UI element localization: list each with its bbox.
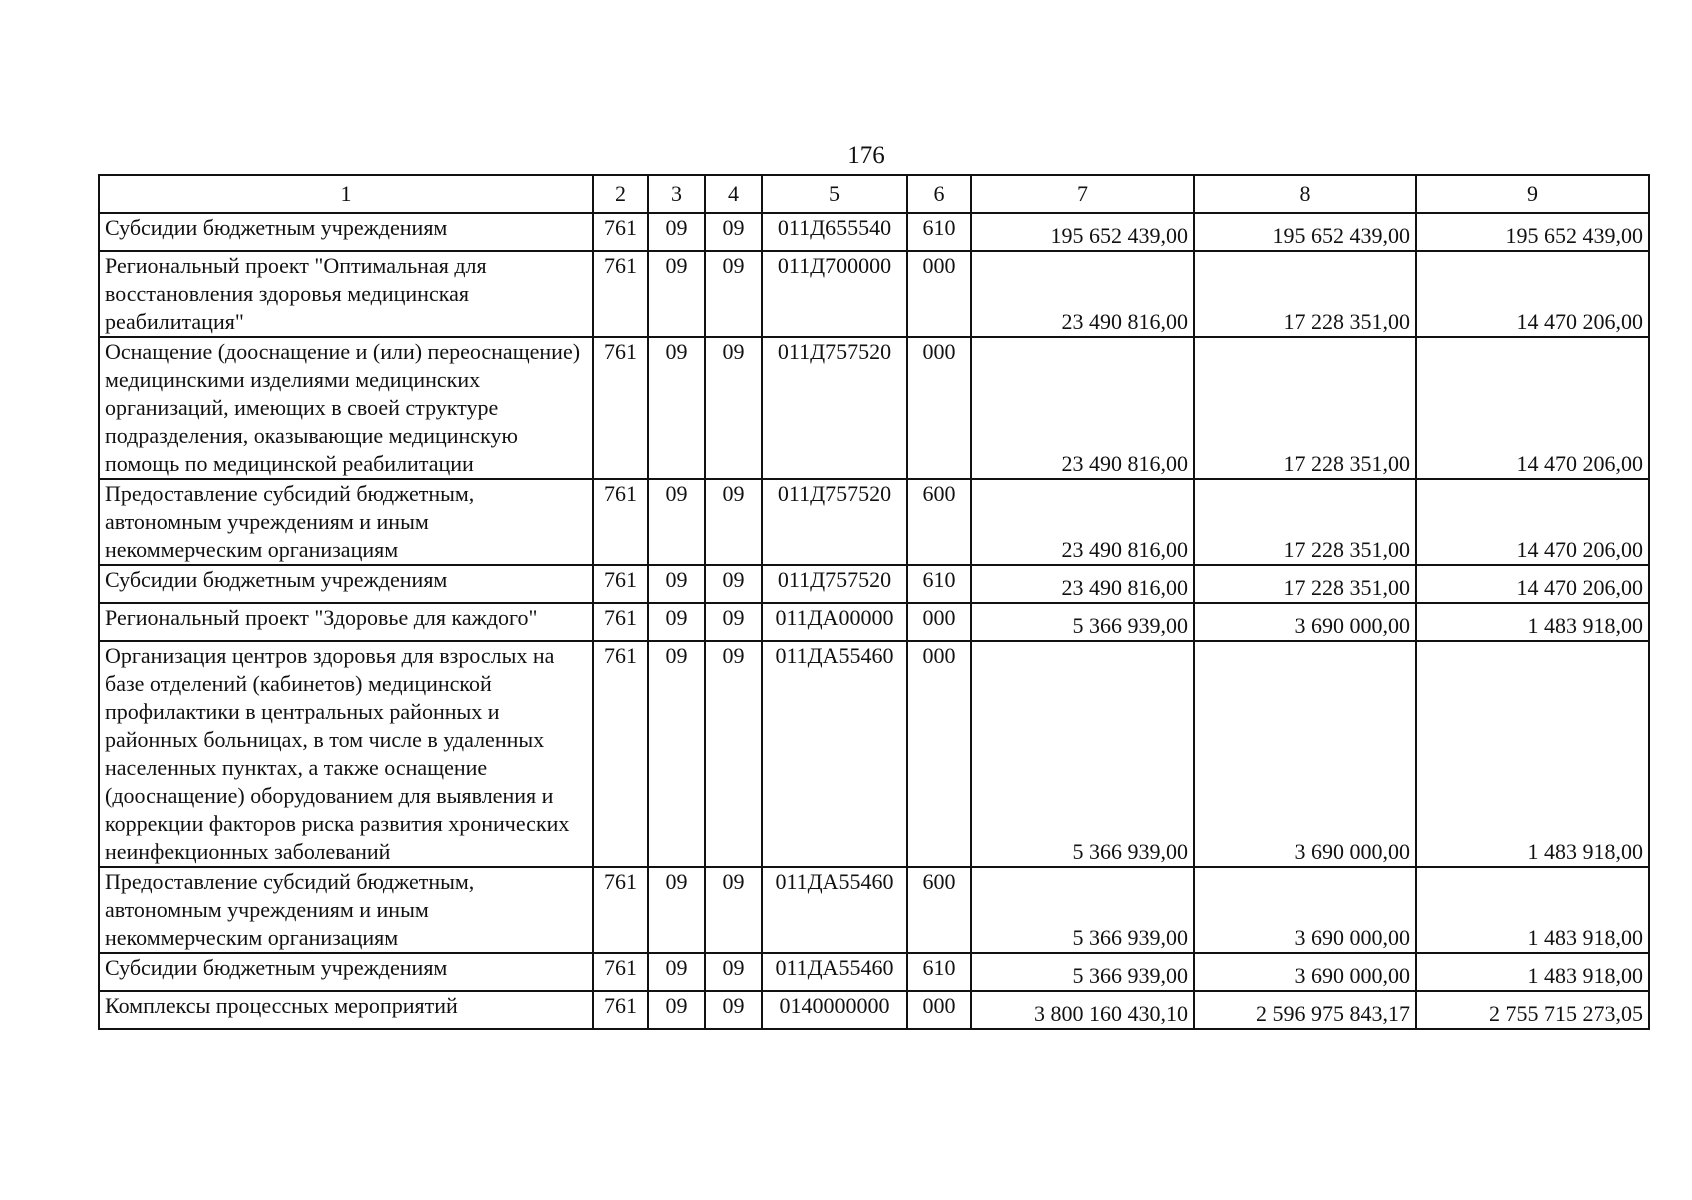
row-code-6: 610 xyxy=(907,213,971,251)
row-code-5: 011ДА00000 xyxy=(762,603,907,641)
row-code-2: 761 xyxy=(593,251,648,337)
table-row xyxy=(99,479,1649,565)
row-code-2: 761 xyxy=(593,641,648,867)
row-amount-7: 23 490 816,00 xyxy=(971,479,1194,565)
row-name: Организация центров здоровья для взрослых на базе отделений (кабинетов) медицинской профилактики в центральных районных и районных больницах, в том числе в удаленных населенных пунктах, а также оснащение (дооснащение) оборудованием для выявления и коррекции факторов риска развития хронических неинфекционных заболеваний xyxy=(99,641,593,867)
row-name: Субсидии бюджетным учреждениям xyxy=(99,953,593,991)
row-amount-8: 17 228 351,00 xyxy=(1194,337,1416,479)
table-row xyxy=(99,337,1649,479)
row-code-5: 011ДА55460 xyxy=(762,641,907,867)
row-code-5: 011Д757520 xyxy=(762,565,907,603)
row-code-5: 0140000000 xyxy=(762,991,907,1029)
row-amount-9: 1 483 918,00 xyxy=(1416,641,1649,867)
row-amount-8: 3 690 000,00 xyxy=(1194,603,1416,641)
row-amount-9: 195 652 439,00 xyxy=(1416,213,1649,251)
table-row xyxy=(99,867,1649,953)
page-number: 176 xyxy=(847,142,885,169)
row-code-4: 09 xyxy=(705,565,762,603)
row-amount-9: 14 470 206,00 xyxy=(1416,479,1649,565)
row-code-3: 09 xyxy=(648,337,705,479)
row-code-5: 011ДА55460 xyxy=(762,867,907,953)
row-code-6: 000 xyxy=(907,337,971,479)
row-code-4: 09 xyxy=(705,337,762,479)
row-name: Субсидии бюджетным учреждениям xyxy=(99,213,593,251)
row-code-4: 09 xyxy=(705,641,762,867)
row-name: Предоставление субсидий бюджетным, автономным учреждениям и иным некоммерческим организациям xyxy=(99,479,593,565)
row-amount-8: 17 228 351,00 xyxy=(1194,479,1416,565)
row-code-5: 011Д757520 xyxy=(762,479,907,565)
table-row xyxy=(99,603,1649,641)
row-amount-7: 5 366 939,00 xyxy=(971,641,1194,867)
row-amount-8: 3 690 000,00 xyxy=(1194,641,1416,867)
row-code-3: 09 xyxy=(648,641,705,867)
row-code-2: 761 xyxy=(593,867,648,953)
row-code-2: 761 xyxy=(593,991,648,1029)
row-amount-7: 195 652 439,00 xyxy=(971,213,1194,251)
row-code-6: 000 xyxy=(907,251,971,337)
row-code-5: 011Д700000 xyxy=(762,251,907,337)
row-name: Региональный проект "Оптимальная для восстановления здоровья медицинская реабилитация" xyxy=(99,251,593,337)
row-name: Субсидии бюджетным учреждениям xyxy=(99,565,593,603)
row-code-6: 000 xyxy=(907,991,971,1029)
row-code-5: 011Д757520 xyxy=(762,337,907,479)
row-amount-8: 17 228 351,00 xyxy=(1194,565,1416,603)
row-amount-7: 23 490 816,00 xyxy=(971,251,1194,337)
row-name: Оснащение (дооснащение и (или) переоснащение) медицинскими изделиями медицинских организаций, имеющих в своей структуре подразделения, оказывающие медицинскую помощь по медицинской реабилитации xyxy=(99,337,593,479)
table-row xyxy=(99,991,1649,1029)
row-code-6: 600 xyxy=(907,479,971,565)
budget-table xyxy=(98,174,1650,1030)
row-code-3: 09 xyxy=(648,479,705,565)
row-code-2: 761 xyxy=(593,213,648,251)
row-code-4: 09 xyxy=(705,213,762,251)
column-header-2: 2 xyxy=(593,175,648,213)
row-code-2: 761 xyxy=(593,479,648,565)
header-row xyxy=(99,175,1649,213)
column-header-9: 9 xyxy=(1416,175,1649,213)
row-code-2: 761 xyxy=(593,337,648,479)
row-code-6: 000 xyxy=(907,641,971,867)
column-header-8: 8 xyxy=(1194,175,1416,213)
row-code-3: 09 xyxy=(648,565,705,603)
row-amount-8: 2 596 975 843,17 xyxy=(1194,991,1416,1029)
row-code-5: 011ДА55460 xyxy=(762,953,907,991)
row-amount-9: 14 470 206,00 xyxy=(1416,337,1649,479)
table-row xyxy=(99,213,1649,251)
row-name: Предоставление субсидий бюджетным, автономным учреждениям и иным некоммерческим организациям xyxy=(99,867,593,953)
table-row xyxy=(99,953,1649,991)
row-amount-8: 195 652 439,00 xyxy=(1194,213,1416,251)
table-row xyxy=(99,641,1649,867)
row-amount-7: 3 800 160 430,10 xyxy=(971,991,1194,1029)
row-code-3: 09 xyxy=(648,991,705,1029)
row-code-4: 09 xyxy=(705,603,762,641)
row-amount-9: 1 483 918,00 xyxy=(1416,867,1649,953)
row-code-2: 761 xyxy=(593,953,648,991)
row-code-6: 610 xyxy=(907,953,971,991)
row-amount-9: 14 470 206,00 xyxy=(1416,565,1649,603)
row-amount-7: 5 366 939,00 xyxy=(971,867,1194,953)
row-code-4: 09 xyxy=(705,867,762,953)
column-header-6: 6 xyxy=(907,175,971,213)
row-amount-9: 2 755 715 273,05 xyxy=(1416,991,1649,1029)
row-code-6: 610 xyxy=(907,565,971,603)
column-header-5: 5 xyxy=(762,175,907,213)
column-header-1: 1 xyxy=(99,175,593,213)
row-code-4: 09 xyxy=(705,953,762,991)
row-code-2: 761 xyxy=(593,603,648,641)
row-name: Комплексы процессных мероприятий xyxy=(99,991,593,1029)
row-amount-9: 1 483 918,00 xyxy=(1416,603,1649,641)
table-row xyxy=(99,565,1649,603)
row-amount-8: 17 228 351,00 xyxy=(1194,251,1416,337)
row-code-5: 011Д655540 xyxy=(762,213,907,251)
row-code-4: 09 xyxy=(705,251,762,337)
row-code-6: 000 xyxy=(907,603,971,641)
row-code-4: 09 xyxy=(705,479,762,565)
row-amount-9: 1 483 918,00 xyxy=(1416,953,1649,991)
row-code-3: 09 xyxy=(648,953,705,991)
row-code-4: 09 xyxy=(705,991,762,1029)
row-amount-7: 5 366 939,00 xyxy=(971,603,1194,641)
row-code-3: 09 xyxy=(648,251,705,337)
row-code-3: 09 xyxy=(648,213,705,251)
row-amount-9: 14 470 206,00 xyxy=(1416,251,1649,337)
column-header-4: 4 xyxy=(705,175,762,213)
row-amount-8: 3 690 000,00 xyxy=(1194,867,1416,953)
column-header-7: 7 xyxy=(971,175,1194,213)
row-code-3: 09 xyxy=(648,603,705,641)
row-amount-7: 23 490 816,00 xyxy=(971,565,1194,603)
table-row xyxy=(99,251,1649,337)
row-code-2: 761 xyxy=(593,565,648,603)
row-amount-8: 3 690 000,00 xyxy=(1194,953,1416,991)
row-amount-7: 23 490 816,00 xyxy=(971,337,1194,479)
row-amount-7: 5 366 939,00 xyxy=(971,953,1194,991)
column-header-3: 3 xyxy=(648,175,705,213)
row-name: Региональный проект "Здоровье для каждого" xyxy=(99,603,593,641)
row-code-3: 09 xyxy=(648,867,705,953)
row-code-6: 600 xyxy=(907,867,971,953)
